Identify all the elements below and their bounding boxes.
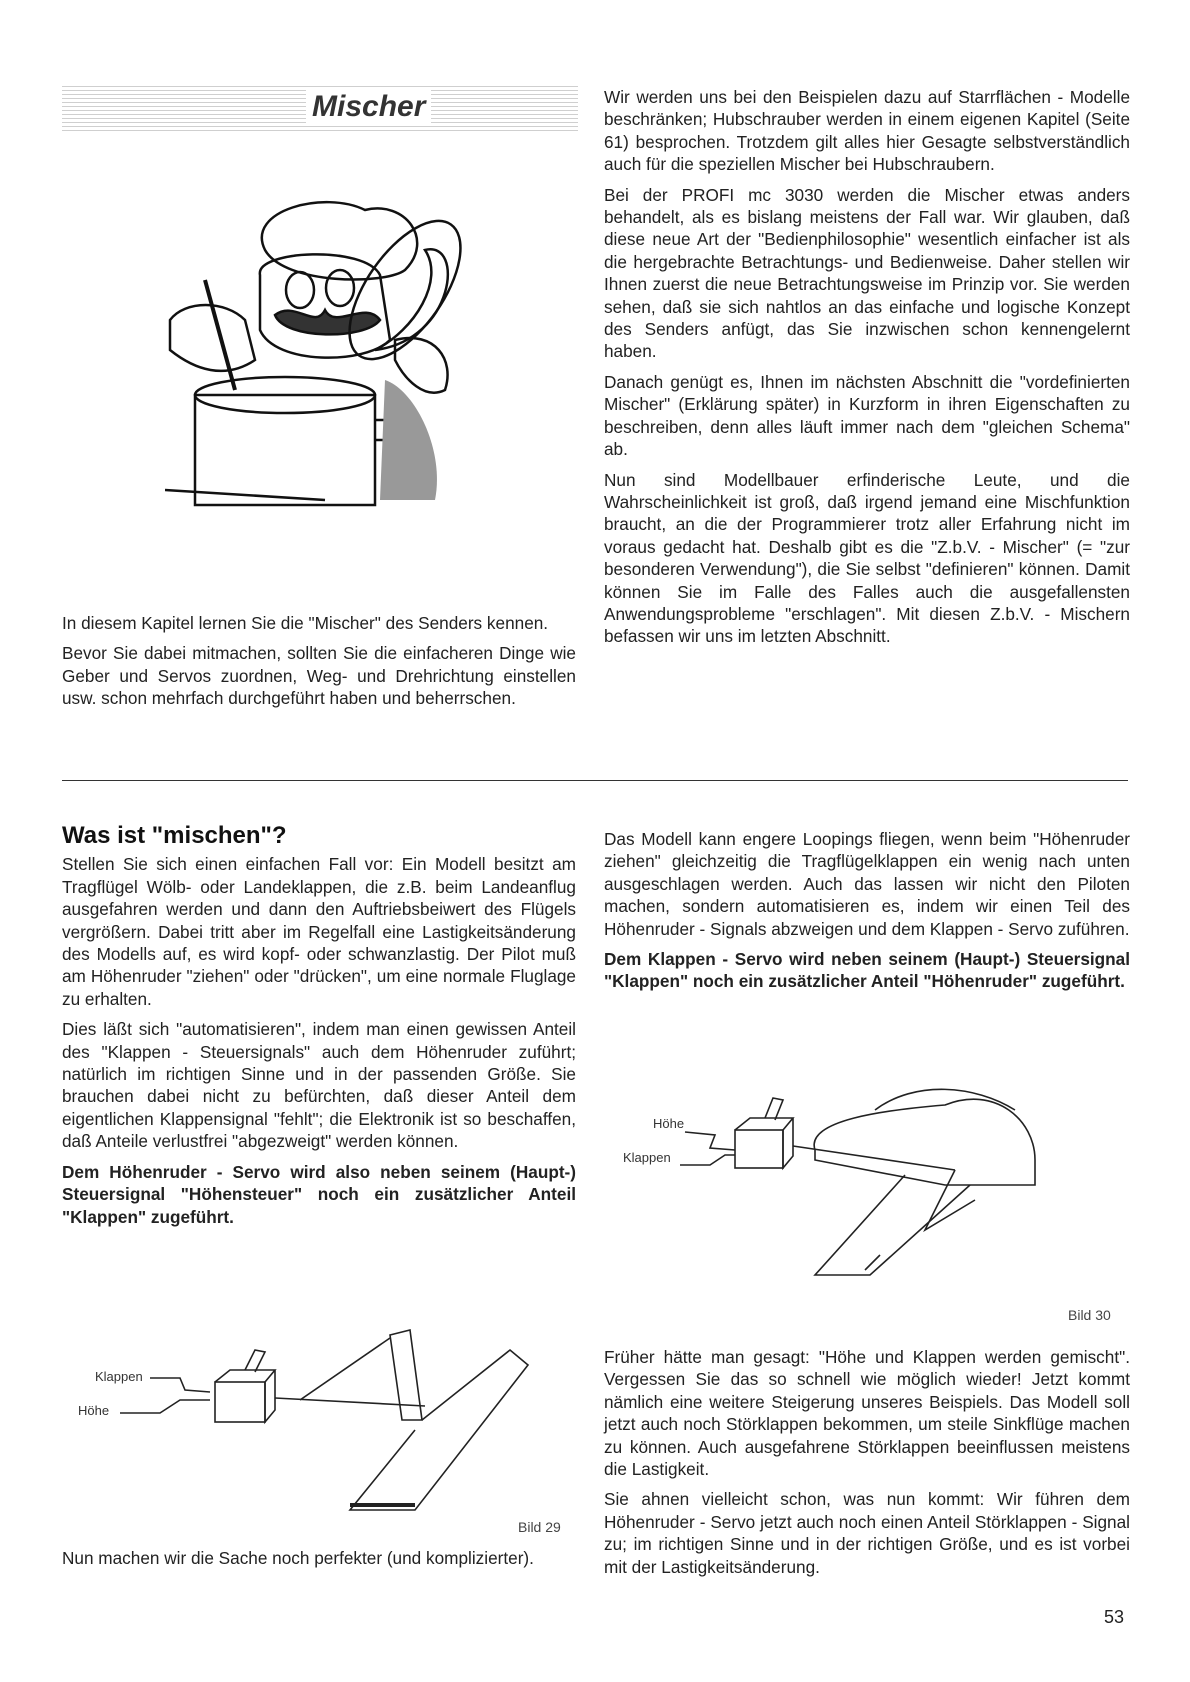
section-left-paragraph-2: Dies läßt sich "automatisieren", indem man einen gewissen Anteil des "Klappen - Steuersignals" auch dem Höhenruder zuführt; natürlich im richtigen Sinne und in der passenden Größe. Sie brauchen dabei nicht zu befürchten, daß dieser Anteil dem eigentlichen Klappensignal "fehlt"; die Elektronik ist so beschaffen, daß Anteile verlustfrei "abgezweigt" werden können. xyxy=(62,1019,576,1152)
fig29-caption: Bild 29 xyxy=(518,1519,561,1535)
fig29-label-hoehe: Höhe xyxy=(78,1403,110,1418)
section-left-paragraph-1: Stellen Sie sich einen einfachen Fall vor: Ein Modell besitzt am Tragflügel Wölb- oder Landeklappen, die z.B. beim Landeanflug ausgefahren werden und dann den Auftriebsbeiwert des Flügels vergrößern. Dabei tritt aber im Regelfall eine Lastigkeitsänderung des Modells auf, es wird kopf- oder schwanzlastig. Der Pilot muß am Höhenruder "ziehen" oder "drücken", um eine normale Fluglage zu erhalten. xyxy=(62,854,576,1009)
fig30-label-hoehe: Höhe xyxy=(653,1116,685,1131)
section-right-lower-paragraph-1: Früher hätte man gesagt: "Höhe und Klappen werden gemischt". Vergessen Sie das so schnell wie möglich wieder! Jetzt kommt nämlich eine weitere Steigerung unseres Beispiels. Das Modell soll jetzt auch noch Störklappen bekommen, um steile Sinkflüge machen zu können. Auch ausgefahrene Störklappen beeinflussen meistens die Lastigkeit. xyxy=(604,1347,1130,1480)
fig30-label-klappen: Klappen xyxy=(623,1150,671,1165)
section-divider xyxy=(62,780,1128,781)
section-right-lower xyxy=(604,1346,1130,1586)
chef-illustration xyxy=(165,190,515,550)
figure-30 xyxy=(615,1080,1115,1280)
intro-left xyxy=(62,612,576,718)
section-right xyxy=(604,828,1130,1001)
intro-right-paragraph-1: Wir werden uns bei den Beispielen dazu auf Starrflächen - Modelle beschränken; Hubschrauber werden in einem eigenen Kapitel (Seite 61) besprochen. Trotzdem gilt alles hier Gesagte selbstverständlich auch für die speziellen Mischer bei Hubschraubern. xyxy=(604,87,1130,175)
chapter-title: Mischer xyxy=(306,90,431,124)
section-right-paragraph: Das Modell kann engere Loopings fliegen, wenn beim "Höhenruder ziehen" gleichzeitig die Tragflügelklappen ein wenig nach unten ausgeschlagen werden. Auch das lassen wir nicht den Piloten machen, sondern automatisieren es, indem wir einen Teil des Höhenruder - Signals abzweigen und dem Klappen - Servo zuführen. xyxy=(604,829,1130,939)
intro-left-paragraph-1: In diesem Kapitel lernen Sie die "Mischer" des Senders kennen. xyxy=(62,613,549,633)
chapter-banner xyxy=(62,86,578,132)
section-left-end-paragraph: Nun machen wir die Sache noch perfekter (und komplizierter). xyxy=(62,1548,534,1568)
section-left xyxy=(62,822,576,1236)
figure-29 xyxy=(70,1320,570,1520)
section-left-end xyxy=(62,1547,576,1577)
fig30-caption: Bild 30 xyxy=(1068,1307,1111,1323)
fig29-label-klappen: Klappen xyxy=(95,1369,143,1384)
section-left-bold: Dem Höhenruder - Servo wird also neben seinem (Haupt-) Steuersignal "Höhensteuer" noch ein zusätzlicher Anteil "Klappen" zugeführt. xyxy=(62,1161,576,1227)
intro-right-paragraph-2: Bei der PROFI mc 3030 werden die Mischer etwas anders behandelt, als es bislang meistens der Fall war. Wir glauben, daß diese neue Art der "Bedienphilosophie" wesentlich einfacher ist als die hergebrachte Betrachtungs- und Bedienweise. Daher stellen wir Ihnen zuerst die neue Betrachtungsweise im Prinzip vor. Sie werden sehen, daß sie sich nahtlos an das einfache und logische Konzept des Senders anfügt, das Sie inzwischen schon kennengelernt haben. xyxy=(604,184,1130,362)
section-right-lower-paragraph-2: Sie ahnen vielleicht schon, was nun kommt: Wir führen dem Höhenruder - Servo jetzt auch noch einen Anteil Störklappen - Signal zu; im richtigen Sinne und in der richtigen Größe, und es ist vorbei mit der Lastigkeitsänderung. xyxy=(604,1489,1130,1577)
intro-right-paragraph-3: Danach genügt es, Ihnen im nächsten Abschnitt die "vordefinierten Mischer" (Erklärung später) in Kurzform in ihren Eigenschaften zu beschreiben, denn alles läuft immer nach dem "gleichen Schema" ab. xyxy=(604,371,1130,460)
intro-left-paragraph-2: Bevor Sie dabei mitmachen, sollten Sie die einfacheren Dinge wie Geber und Servos zuordnen, Weg- und Drehrichtung einstellen usw. schon mehrfach durchgeführt haben und beherrschen. xyxy=(62,643,576,709)
page-number: 53 xyxy=(1103,1607,1124,1627)
section-heading: Was ist "mischen"? xyxy=(62,822,287,849)
section-right-bold: Dem Klappen - Servo wird neben seinem (Haupt-) Steuersignal "Klappen" noch ein zusätzlicher Anteil "Höhenruder" zugeführt. xyxy=(604,949,1130,992)
intro-right xyxy=(604,86,1130,656)
intro-right-paragraph-4: Nun sind Modellbauer erfinderische Leute, und die Wahrscheinlichkeit ist groß, daß irgend jemand eine Mischfunktion braucht, an die der Programmierer trotz aller Erfahrung nicht im voraus gedacht hat. Deshalb gibt es die "Z.b.V. - Mischer" (= "zur besonderen Verwendung"), die Sie selbst "definieren" können. Damit können Sie im Falle des Falles auch die ausgefallensten Anwendungsprobleme "erschlagen". Mit diesen Z.b.V. - Mischern befassen wir uns im letzten Abschnitt. xyxy=(604,469,1130,647)
